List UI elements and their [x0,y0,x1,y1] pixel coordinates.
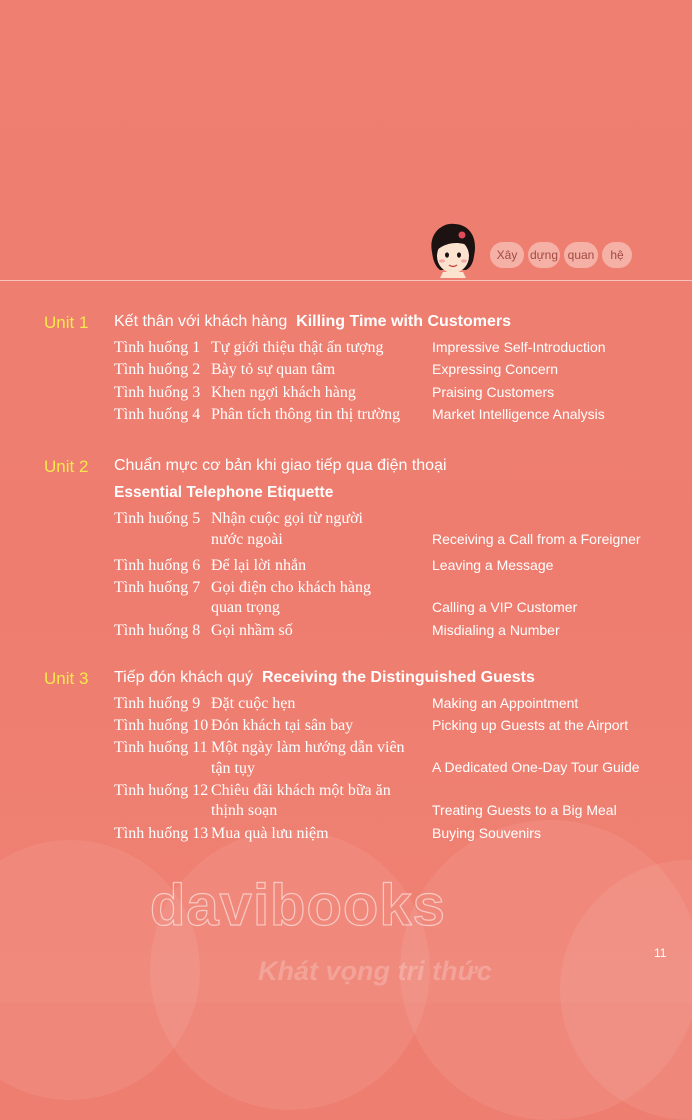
badge-word: Xây [490,242,524,268]
case-title-vi: Phân tích thông tin thị trường [211,406,401,423]
case-number: Tình huống 1 [114,339,201,356]
watermark-slogan: Khát vọng tri thức [258,956,492,986]
case-number: Tình huống 9 [114,695,201,712]
case-title-vi: Đón khách tại sân bay [211,717,354,734]
case-title-vi: Để lại lời nhắn [211,557,307,574]
unit-label: Unit 1 [44,313,89,332]
case-title-en: Impressive Self-Introduction [432,339,606,355]
unit-title [114,669,535,687]
badge-word: quan [564,242,598,268]
case-title-en: Treating Guests to a Big Meal [432,802,617,818]
case-number: Tình huống 13 [114,825,209,842]
case-title-en: Picking up Guests at the Airport [432,717,629,733]
case-title-vi: Khen ngợi khách hàng [211,384,356,401]
unit-title-en: Killing Time with Customers [296,313,512,330]
case-title-en: Misdialing a Number [432,622,560,638]
case-number: Tình huống 7 [114,579,201,596]
case-title-en: Calling a VIP Customer [432,599,578,615]
case-title-vi-cont: tận tụy [211,760,255,777]
case-title-vi: Một ngày làm hướng dẫn viên [211,739,405,756]
case-title-en: Praising Customers [432,384,555,400]
unit-title-vi: Chuẩn mực cơ bản khi giao tiếp qua điện thoại [114,457,447,474]
case-title-en: Expressing Concern [432,361,559,377]
unit-title [114,313,511,331]
case-number: Tình huống 5 [114,510,201,527]
case-number: Tình huống 12 [114,782,209,799]
case-title-vi: Tự giới thiệu thật ấn tượng [211,339,384,356]
unit-title-vi: Kết thân với khách hàng [114,313,288,330]
case-number: Tình huống 8 [114,622,201,639]
case-title-en: Leaving a Message [432,557,554,573]
page-number: 11 [654,946,667,960]
unit-title-vi: Tiếp đón khách quý [114,669,254,686]
case-number: Tình huống 3 [114,384,201,401]
badge-word: hệ [602,242,632,268]
case-title-vi: Mua quà lưu niệm [211,825,329,842]
unit-label: Unit 2 [44,457,89,476]
case-title-vi-cont: thịnh soạn [211,802,278,819]
case-title-vi: Đặt cuộc hẹn [211,695,296,712]
girl-avatar-icon [426,222,480,278]
case-title-vi: Gọi nhầm số [211,622,293,639]
unit-title-en: Receiving the Distinguished Guests [261,669,535,686]
case-title-vi-cont: nước ngoài [211,531,283,548]
unit-label: Unit 3 [44,669,89,688]
unit-title-en: Essential Telephone Etiquette [114,484,334,501]
case-title-en: Market Intelligence Analysis [432,406,605,422]
case-title-en: Receiving a Call from a Foreigner [432,531,641,547]
case-number: Tình huống 4 [114,406,201,423]
case-title-en: Buying Souvenirs [432,825,541,841]
case-title-en: Making an Appointment [432,695,579,711]
case-title-en: A Dedicated One-Day Tour Guide [432,759,640,775]
header-divider [0,280,692,281]
case-number: Tình huống 6 [114,557,201,574]
watermark-brand: davibooks [150,873,446,938]
badge-word: dựng [528,242,560,268]
case-title-vi: Gọi điện cho khách hàng [211,579,371,596]
case-title-vi-cont: quan trọng [211,599,280,616]
case-title-vi: Nhận cuộc gọi từ người [211,510,363,527]
case-number: Tình huống 2 [114,361,201,378]
case-title-vi: Chiêu đãi khách một bữa ăn [211,782,391,799]
case-number: Tình huống 11 [114,739,208,756]
case-number: Tình huống 10 [114,717,209,734]
case-title-vi: Bày tỏ sự quan tâm [211,361,336,378]
